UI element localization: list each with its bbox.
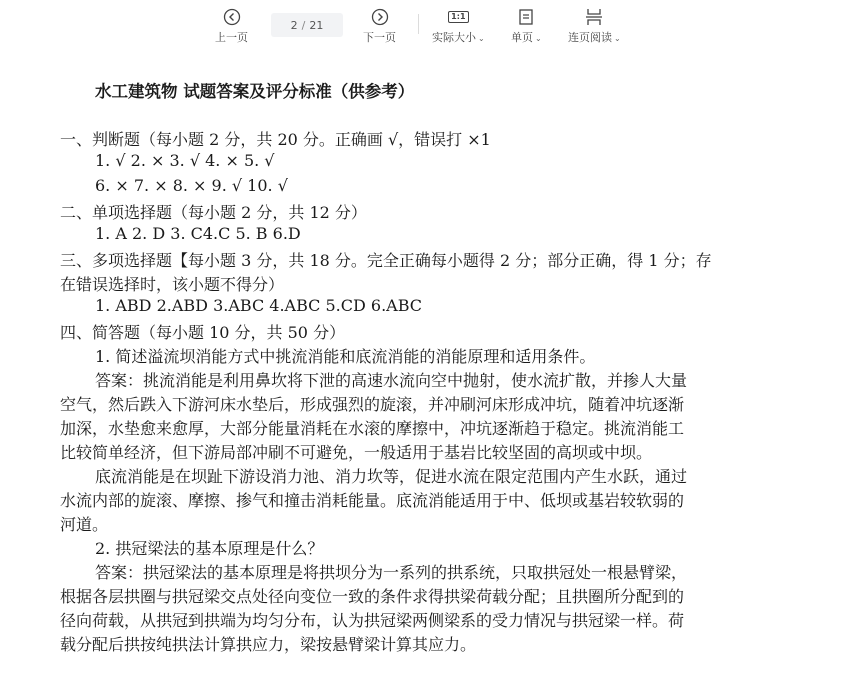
doc-line: 载分配后拱按纯拱法计算拱应力，梁按悬臂梁计算其应力。: [60, 635, 477, 654]
arrow-right-circle-icon: [371, 6, 389, 28]
single-page-icon: [518, 6, 534, 28]
single-page-label: 单页: [511, 31, 533, 44]
document-title: 水工建筑物 试题答案及评分标准（供参考）: [95, 82, 415, 101]
doc-line: 根据各层拱圈与拱冠梁交点处径向变位一致的条件求得拱梁荷载分配；且拱圈所分配到的: [60, 587, 685, 606]
document-page: [0, 50, 853, 696]
continuous-reading-label: 连页阅读: [568, 31, 612, 44]
prev-page-button[interactable]: [215, 6, 248, 45]
next-page-button[interactable]: [363, 6, 396, 45]
single-page-button[interactable]: [511, 6, 542, 45]
chevron-down-icon: ⌄: [614, 34, 621, 43]
arrow-left-circle-icon: [223, 6, 241, 28]
doc-line: 一、判断题（每小题 2 分，共 20 分。正确画 √，错误打 ×1: [60, 130, 491, 149]
doc-line: 1. A 2. D 3. C4.C 5. B 6.D: [95, 224, 301, 243]
doc-line: 空气，然后跌入下游河床水垫后，形成强烈的旋滚，并冲刷河床形成冲坑，随着冲坑逐渐: [60, 395, 685, 414]
doc-line: 1. √ 2. × 3. √ 4. × 5. √: [95, 151, 275, 170]
actual-size-label: 实际大小: [432, 31, 476, 44]
doc-line: 6. × 7. × 8. × 9. √ 10. √: [95, 176, 288, 195]
viewer-toolbar: [0, 0, 853, 50]
prev-page-label: 上一页: [215, 31, 248, 44]
doc-line: 三、多项选择题【每小题 3 分，共 18 分。完全正确每小题得 2 分；部分正确，得 1 分；存: [60, 251, 712, 270]
doc-line: 在错误选择时，该小题不得分）: [60, 275, 285, 294]
doc-line: 2. 拱冠梁法的基本原理是什么？: [95, 539, 324, 558]
doc-line: 河道。: [60, 515, 109, 534]
doc-line: 四、简答题（每小题 10 分，共 50 分）: [60, 323, 346, 342]
current-page-number[interactable]: 2: [290, 18, 298, 32]
doc-line: 比较简单经济，但下游局部冲刷不可避免，一般适用于基岩比较坚固的高坝或中坝。: [60, 443, 653, 462]
page-separator: /: [301, 18, 306, 32]
doc-line: 1. 简述溢流坝消能方式中挑流消能和底流消能的消能原理和适用条件。: [95, 347, 596, 366]
toolbar-divider: [418, 14, 419, 34]
doc-line: 二、单项选择题（每小题 2 分，共 12 分）: [60, 203, 367, 222]
actual-size-icon: 1:1: [448, 6, 468, 28]
chevron-down-icon: ⌄: [535, 34, 542, 43]
total-pages: 21: [309, 18, 324, 32]
doc-line: 加深，水垫愈来愈厚，大部分能量消耗在水滚的摩擦中，冲坑逐渐趋于稳定。挑流消能工: [60, 419, 685, 438]
next-page-label: 下一页: [363, 31, 396, 44]
chevron-down-icon: ⌄: [478, 34, 485, 43]
doc-line: 水流内部的旋滚、摩擦、掺气和撞击消耗能量。底流消能适用于中、低坝或基岩较软弱的: [60, 491, 685, 510]
doc-line: 答案：挑流消能是利用鼻坎将下泄的高速水流向空中抛射，使水流扩散，并掺人大量: [95, 371, 688, 390]
doc-line: 底流消能是在坝趾下游设消力池、消力坎等，促进水流在限定范围内产生水跃，通过: [95, 467, 688, 486]
actual-size-button[interactable]: [432, 6, 485, 45]
continuous-reading-button[interactable]: [568, 6, 621, 45]
doc-line: 1. ABD 2.ABD 3.ABC 4.ABC 5.CD 6.ABC: [95, 296, 423, 315]
doc-line: 答案：拱冠梁法的基本原理是将拱坝分为一系列的拱系统，只取拱冠处一根悬臂梁，: [95, 563, 688, 582]
continuous-pages-icon: [585, 6, 603, 28]
doc-line: 径向荷载，从拱冠到拱端为均匀分布，认为拱冠梁两侧梁系的受力情况与拱冠梁一样。荷: [60, 611, 685, 630]
page-indicator[interactable]: [271, 13, 343, 37]
